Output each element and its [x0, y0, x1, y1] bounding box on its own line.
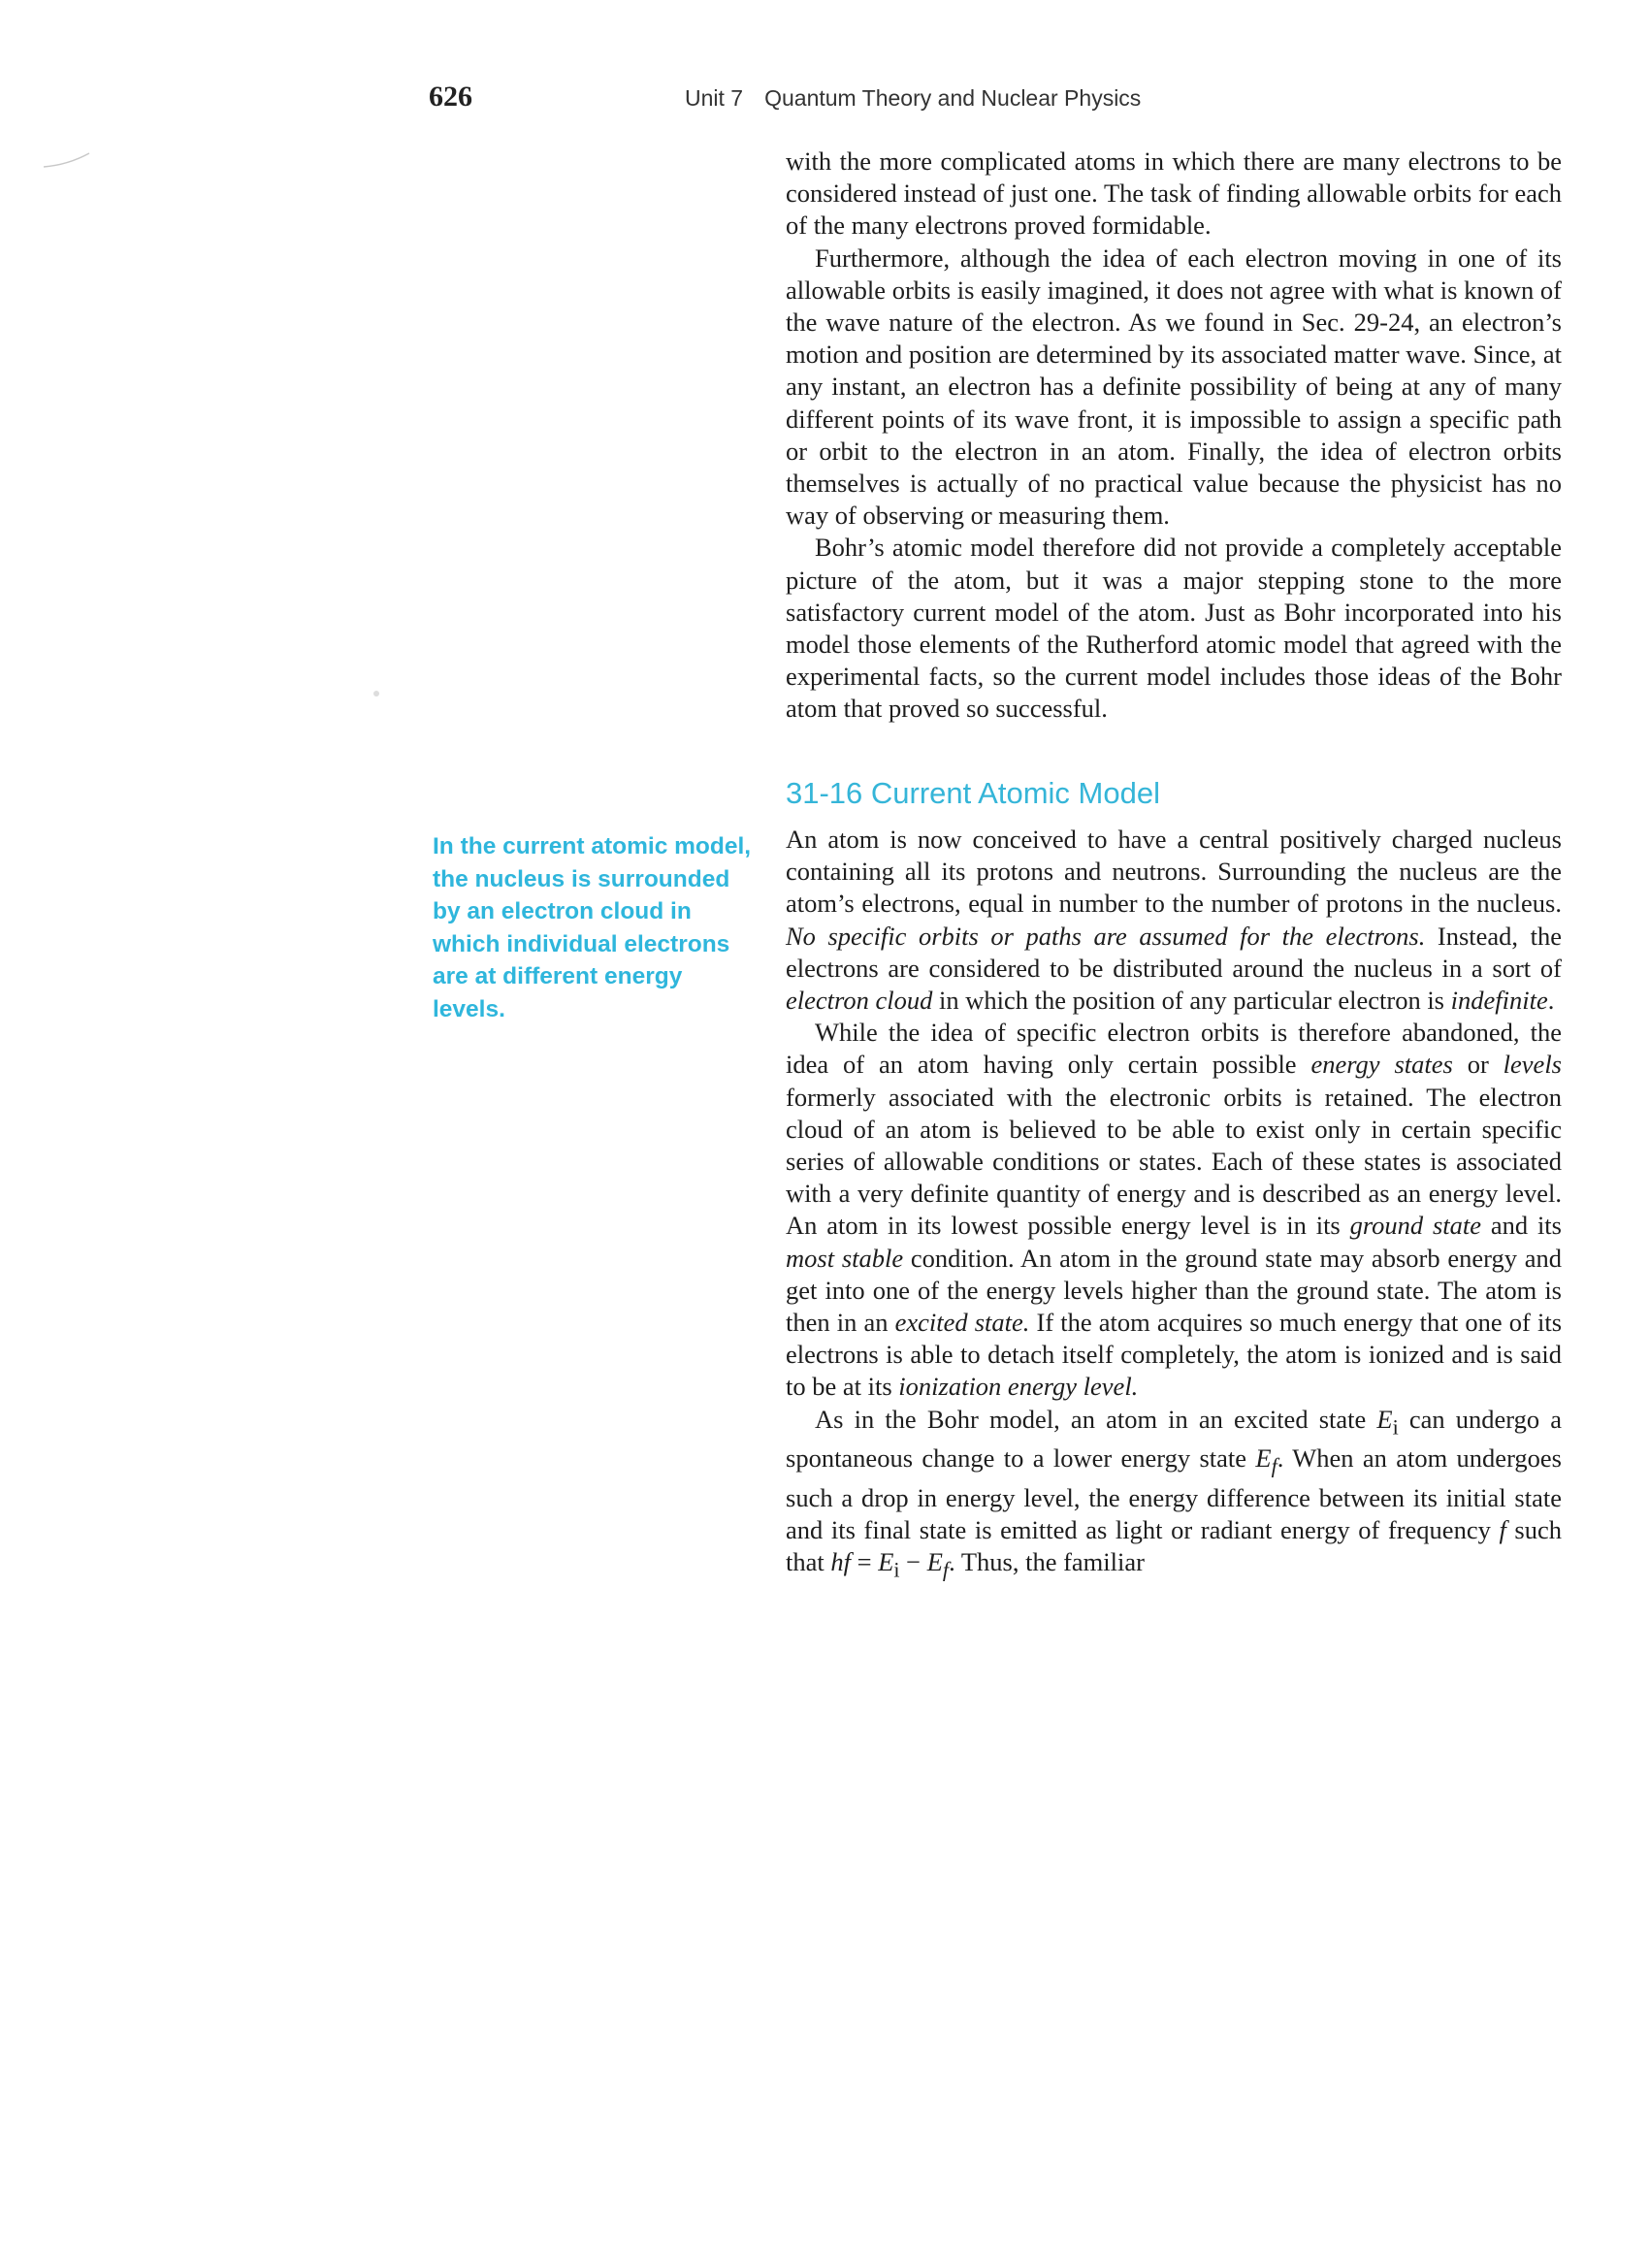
paragraph: Furthermore, although the idea of each electron moving in one of its allowable orbits is easily imagined, it does not agree with what is known of the wave nature of the electron. As we found in Sec. 29-24, an electron’s motion and position are determined by its associated matter wave. Since, at any instant, an electron has a definite possibility of being at any of many different points of its wave front, it is impossible to assign a specific path or orbit to the electron in an atom. Finally, the idea of electron orbits themselves is actually of no practical value because the physicist has no way of observing or measuring them.	[786, 243, 1562, 531]
page-number: 626	[429, 81, 472, 113]
scan-mark	[39, 146, 97, 175]
paragraph: with the more complicated atoms in which there are many electrons to be considered instead of just one. The task of finding allowable orbits for each of the many electrons proved formidable.	[786, 146, 1562, 241]
unit-title: Quantum Theory and Nuclear Physics	[764, 85, 1142, 111]
margin-note: In the current atomic model, the nucleus is surrounded by an electron cloud in which individual electrons are at different energy levels.	[433, 833, 752, 1022]
scan-dot	[373, 691, 379, 697]
paragraph: While the idea of specific electron orbits is therefore abandoned, the idea of an atom having only certain possible energy states or levels formerly associated with the electronic orbits is retained. The electron cloud of an atom is believed to be able to exist only in certain specific series of allowable conditions or states. Each of these states is associated with a very definite quantity of energy and is described as an energy level. An atom in its lowest possible energy level is in its ground state and its most stable condition. An atom in the ground state may absorb energy and get into one of the energy levels higher than the ground state. The atom is then in an excited state. If the atom acquires so much energy that one of its electrons is able to detach itself completely, the atom is ionized and is said to be at its ionization energy level.	[786, 1018, 1563, 1402]
body-text-section	[786, 824, 1562, 1586]
paragraph: As in the Bohr model, an atom in an excited state $E_i$ can undergo a spontaneous change to a lower energy state $E_f$. When an atom undergoes such a drop in energy level, the energy difference between its initial state and its final state is emitted as light or radiant energy of frequency f such that hf = $E_i - E_f$. Thus, the familiar	[786, 1404, 1562, 1582]
section-heading: 31-16 Current Atomic Model	[786, 776, 1160, 810]
running-head	[685, 85, 1141, 112]
paragraph: Bohr’s atomic model therefore did not provide a completely acceptable picture of the atom, but it was a major stepping stone to the more satisfactory current model of the atom. Just as Bohr incorporated into his model those elements of the Rutherford atomic model that agreed with the experimental facts, so the current model includes those ideas of the Bohr atom that proved so successful.	[786, 533, 1562, 724]
body-text-top	[786, 146, 1562, 726]
unit-label: Unit 7	[685, 85, 744, 111]
paragraph: An atom is now conceived to have a central positively charged nucleus containing all its protons and neutrons. Surrounding the nucleus are the atom’s electrons, equal in number to the number of protons in the nucleus. No specific orbits or paths are assumed for the electrons. Instead, the electrons are considered to be distributed around the nucleus in a sort of electron cloud in which the position of any particular electron is indefinite.	[786, 825, 1562, 1016]
